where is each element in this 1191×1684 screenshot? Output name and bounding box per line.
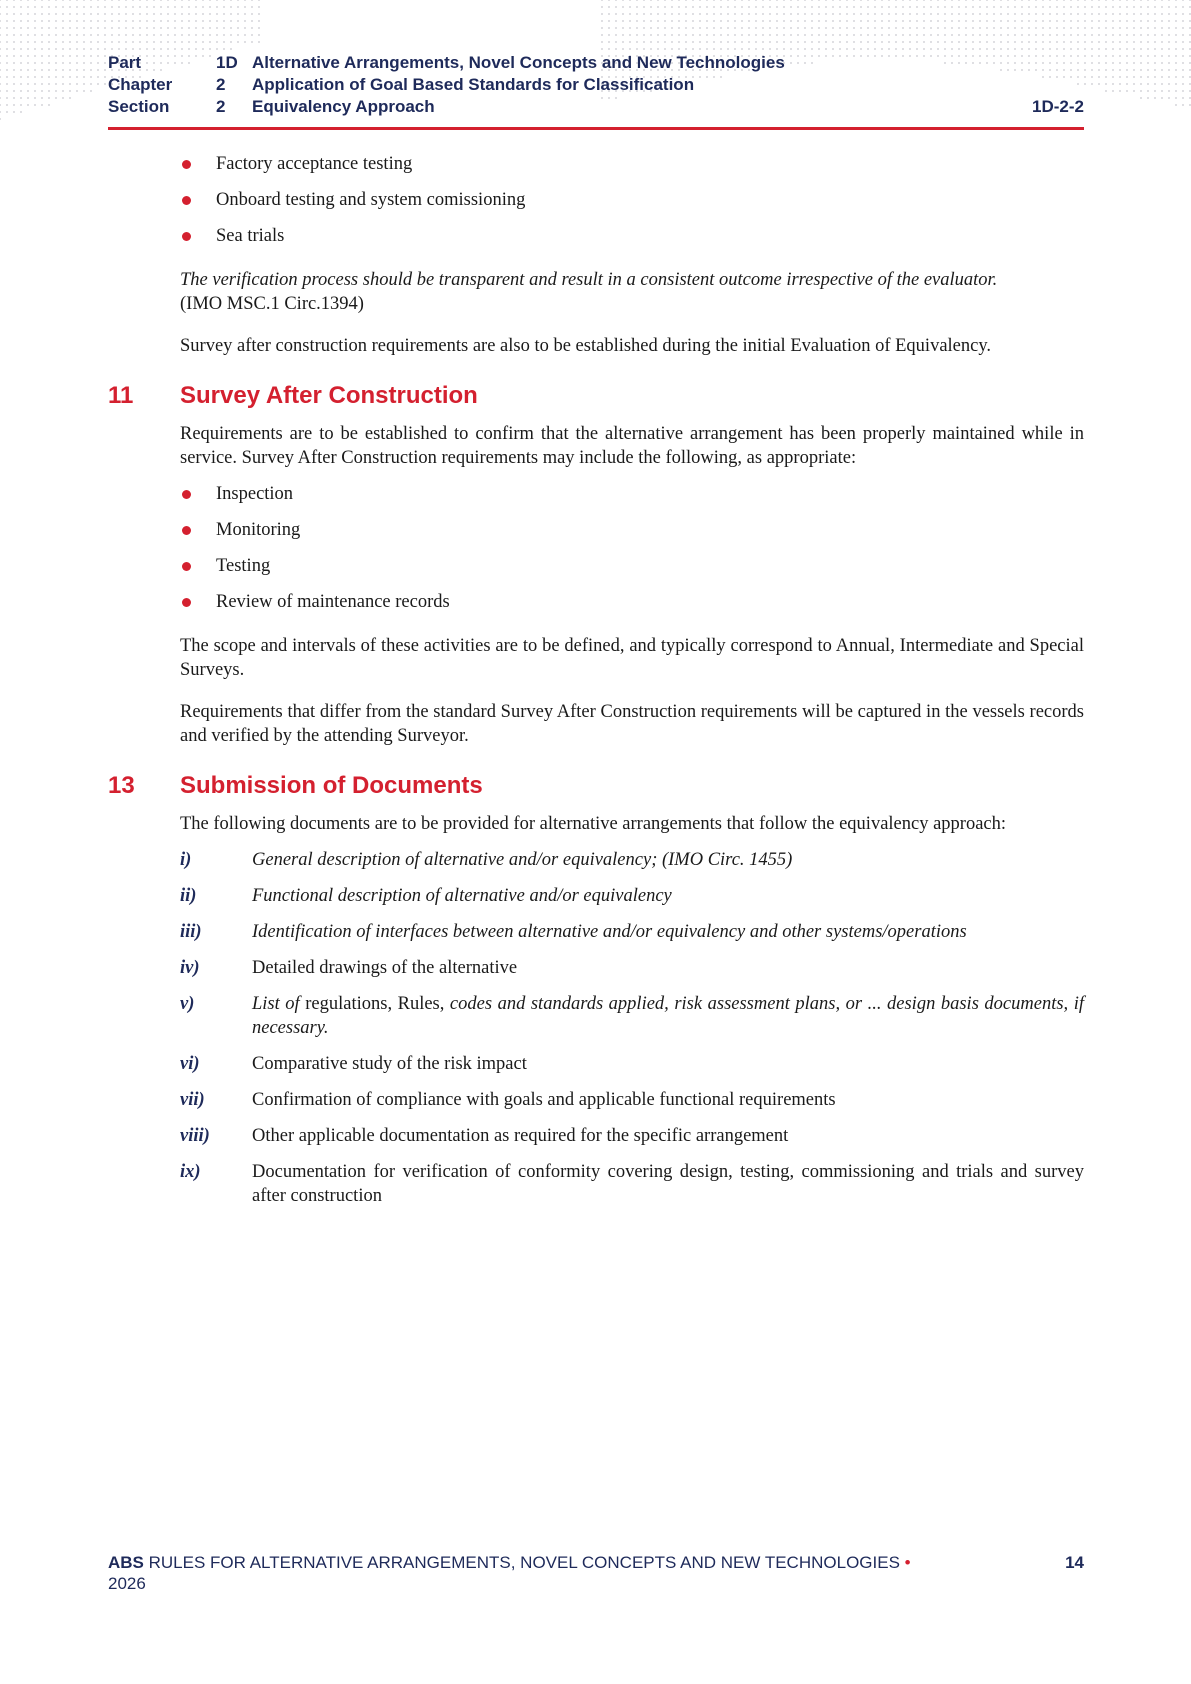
section-13-intro: The following documents are to be provided for alternative arrangements that follow the equivalency approach:	[180, 814, 1007, 834]
footer-brand: ABS	[108, 1553, 144, 1572]
bullet-icon	[182, 490, 191, 499]
section-11-paragraph-2: Requirements that differ from the standard Survey After Construction requirements will be captured in the vessels records and verified by the attending Surveyor.	[180, 702, 1084, 746]
header-section-label: Section	[108, 97, 170, 116]
bullet-icon	[182, 196, 191, 205]
page-footer	[108, 1552, 1084, 1594]
bullet-icon	[182, 598, 191, 607]
list-item: Review of maintenance records	[180, 590, 1084, 614]
list-item: iv) Detailed drawings of the alternative	[180, 958, 518, 978]
footer-title: RULES FOR ALTERNATIVE ARRANGEMENTS, NOVEL CONCEPTS AND NEW TECHNOLOGIES	[143, 1553, 900, 1572]
list-item: ix) Documentation for verification of conformity covering design, testing, commissioning and trials and survey after construction	[180, 1162, 1084, 1206]
list-item: viii) Other applicable documentation as required for the specific arrangement	[180, 1126, 789, 1146]
header-part-title: Alternative Arrangements, Novel Concepts and New Technologies	[252, 53, 785, 72]
header-chapter-label: Chapter	[108, 75, 173, 94]
quote-paragraph	[180, 268, 1084, 316]
list-item: vi) Comparative study of the risk impact	[180, 1054, 527, 1074]
quote-reference: (IMO MSC.1 Circ.1394)	[180, 294, 364, 314]
section-13-number: 13	[108, 772, 135, 799]
list-item: Monitoring	[180, 518, 1084, 542]
header-section-row	[108, 96, 1084, 118]
list-item: ii) Functional description of alternative and/or equivalency	[180, 886, 672, 906]
page-header	[108, 52, 1084, 118]
page-content	[108, 152, 1084, 1220]
documents-list	[180, 848, 1084, 1208]
section-11-intro: Requirements are to be established to confirm that the alternative arrangement has been properly maintained while in service. Survey After Construction requirements may include the following, as appropriate:	[180, 424, 1084, 468]
header-part-row	[108, 52, 1084, 74]
section-11-heading	[108, 384, 1084, 408]
footer-document-title	[108, 1552, 1084, 1573]
header-section-code: 1D-2-2	[1032, 97, 1084, 116]
list-item: Sea trials	[180, 224, 1084, 248]
list-item: iii) Identification of interfaces between alternative and/or equivalency and other systems/operations	[180, 922, 967, 942]
bullet-icon	[182, 562, 191, 571]
intro-bullet-list	[180, 152, 1084, 248]
footer-year: 2026	[108, 1574, 146, 1593]
list-item: v) List of regulations, Rules, codes and standards applied, risk assessment plans, or ... design basis documents, if necessary.	[180, 994, 1084, 1038]
bullet-icon	[182, 160, 191, 169]
bullet-icon	[182, 526, 191, 535]
header-part-label: Part	[108, 53, 142, 72]
section-11-number: 11	[108, 382, 134, 409]
header-chapter-row	[108, 74, 1084, 96]
survey-paragraph: Survey after construction requirements are also to be established during the initial Evaluation of Equivalency.	[180, 336, 992, 356]
list-item: vii) Confirmation of compliance with goals and applicable functional requirements	[180, 1090, 836, 1110]
list-item: Testing	[180, 554, 1084, 578]
section-13-title: Submission of Documents	[180, 772, 483, 799]
list-item: Onboard testing and system comissioning	[180, 188, 1084, 212]
section-11-paragraph-1: The scope and intervals of these activities are to be defined, and typically correspond to Annual, Intermediate and Special Surveys.	[180, 636, 1084, 680]
header-part-number: 1D	[216, 53, 238, 72]
list-item: Factory acceptance testing	[180, 152, 1084, 176]
page-number: 14	[1065, 1553, 1084, 1572]
list-item: i) General description of alternative and/or equivalency; (IMO Circ. 1455)	[180, 850, 793, 870]
header-rule	[108, 127, 1084, 130]
section-13-heading	[108, 774, 1084, 798]
header-chapter-title: Application of Goal Based Standards for Classification	[252, 75, 695, 94]
section-11-bullet-list	[180, 482, 1084, 614]
header-chapter-number: 2	[216, 75, 226, 94]
bullet-icon	[182, 232, 191, 241]
quote-text: The verification process should be transparent and result in a consistent outcome irrespective of the evaluator.	[180, 270, 998, 290]
header-section-number: 2	[216, 97, 226, 116]
header-section-title: Equivalency Approach	[252, 97, 435, 116]
list-item: Inspection	[180, 482, 1084, 506]
footer-separator: •	[899, 1553, 911, 1572]
section-11-title: Survey After Construction	[180, 382, 478, 409]
